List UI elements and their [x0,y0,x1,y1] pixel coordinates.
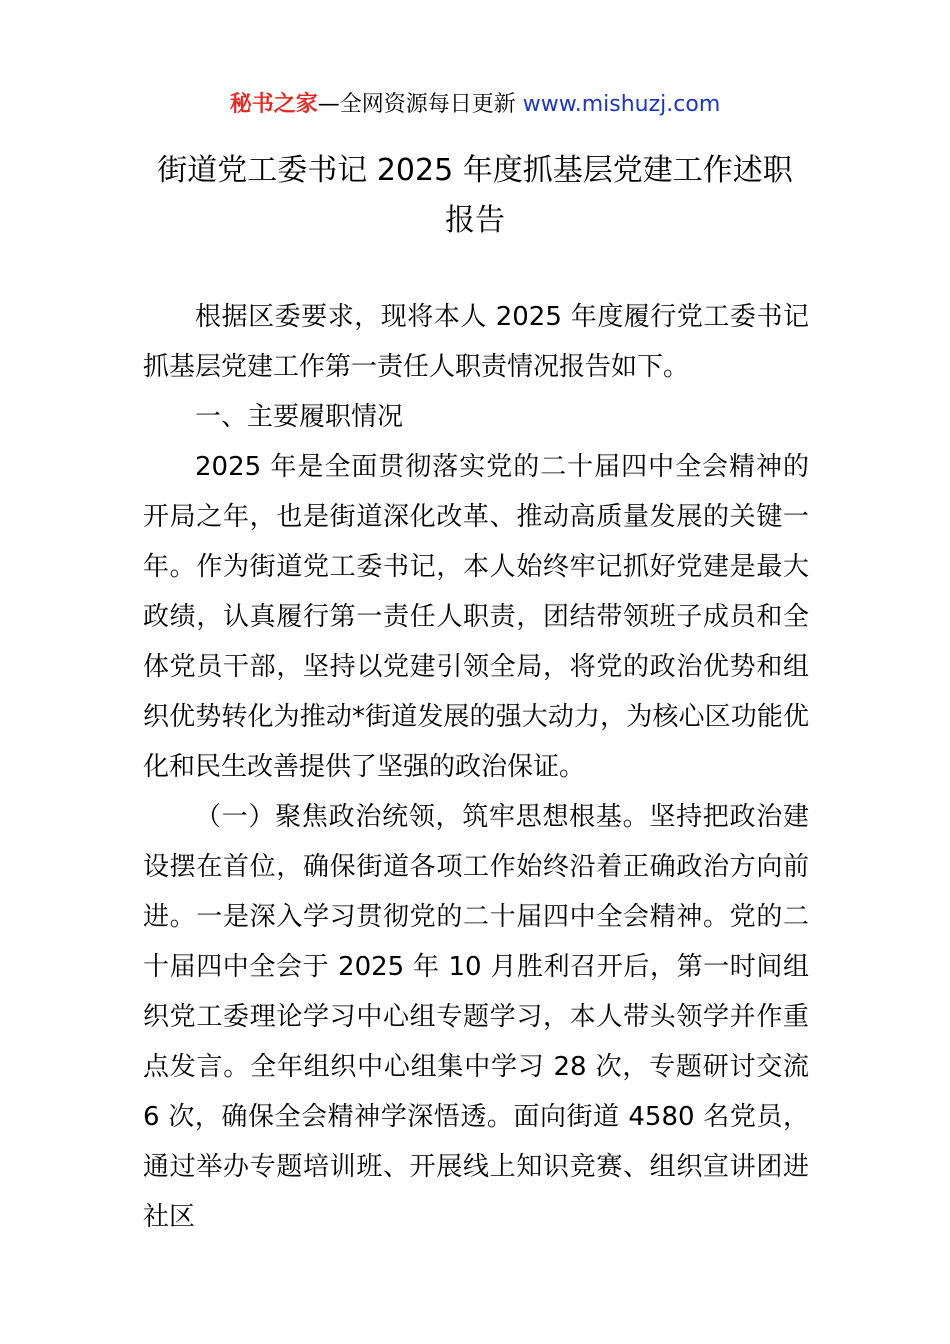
document-title-line-2: 报告 [445,203,505,238]
intro-paragraph: 根据区委要求，现将本人 2025 年度履行党工委书记抓基层党建工作第一责任人职责情况报告如下。 [143,302,809,382]
subsection-paragraph: （一）聚焦政治统领，筑牢思想根基。坚持把政治建设摆在首位，确保街道各项工作始终沿着正确政治方向前进。一是深入学习贯彻党的二十届四中全会精神。党的二十届四中全会于 2025 年 10 月胜利召开后，第一时间组织党工委理论学习中心组专题学习，本人带头领学并作重点发言。全年组织中心组集中学习 28 次，专题研讨交流 6 次，确保全会精神学深悟透。面向街道 4580 名党员，通过举办专题培训班、开展线上知识竞赛、组织宣讲团进社区 [143,802,809,1232]
section-heading: 一、主要履职情况 [195,402,404,432]
site-url-link[interactable]: www.mishuzj.com [522,92,721,117]
overview-paragraph: 2025 年是全面贯彻落实党的二十届四中全会精神的开局之年，也是街道深化改革、推动高质量发展的关键一年。作为街道党工委书记，本人始终牢记抓好党建是最大政绩，认真履行第一责任人职责，团结带领班子成员和全体党员干部，坚持以党建引领全局，将党的政治优势和组织优势转化为推动*街道发展的强大动力，为核心区功能优化和民生改善提供了坚强的政治保证。 [143,452,809,782]
site-header [0,90,950,120]
document-title [140,146,810,246]
site-tagline: —全网资源每日更新 [317,92,523,117]
site-brand: 秘书之家 [229,92,318,117]
document-title-line-1: 街道党工委书记 2025 年度抓基层党建工作述职 [157,153,793,188]
document-body [143,292,809,1242]
